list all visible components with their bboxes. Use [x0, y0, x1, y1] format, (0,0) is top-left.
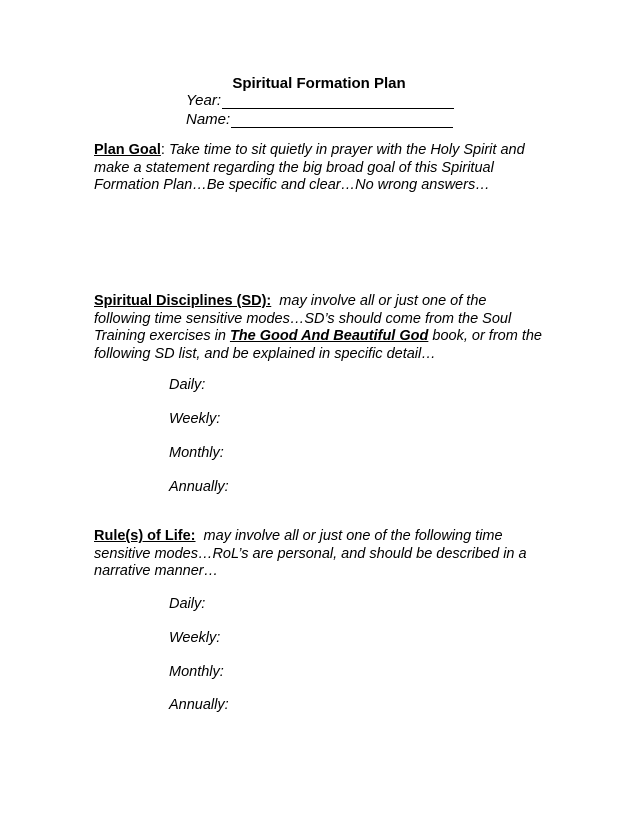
sd-daily-label: Daily:: [169, 377, 206, 393]
spiritual-disciplines-body-start: may involve all or just one of the following time sensitive modes…SD’s should come from the Soul Training exercises in: [94, 293, 516, 344]
spiritual-disciplines-section: [94, 293, 544, 363]
sd-monthly-label: Monthly:: [169, 445, 224, 461]
name-label: Name:: [186, 111, 231, 128]
plan-goal-section: [94, 142, 544, 195]
rol-daily-label: Daily:: [169, 596, 206, 612]
sd-annually-label: Annually:: [169, 479, 229, 495]
rules-of-life-section: [94, 528, 544, 581]
book-title: The Good And Beautiful God: [229, 328, 429, 344]
rol-monthly-label: Monthly:: [169, 664, 224, 680]
plan-goal-heading: Plan Goal: [94, 142, 161, 158]
rules-of-life-body: may involve all or just one of the following time sensitive modes…RoL’s are personal, and should be described in a narrative manner…: [94, 528, 531, 579]
rules-of-life-heading: Rule(s) of Life:: [94, 528, 196, 544]
spiritual-disciplines-heading: Spiritual Disciplines (SD):: [94, 293, 272, 309]
plan-goal-body: Take time to sit quietly in prayer with the Holy Spirit and make a statement regarding the big broad goal of this Spiritual Formation Plan…Be specific and clear…No wrong answers…: [94, 142, 525, 193]
name-blank-line: [231, 113, 453, 128]
year-blank-line: [222, 94, 454, 109]
plan-goal-colon: :: [160, 142, 165, 158]
year-label: Year:: [186, 92, 222, 109]
spiritual-disciplines-body-end: book, or from the following SD list, and be explained in specific detail…: [94, 328, 542, 362]
sd-weekly-label: Weekly:: [169, 411, 221, 427]
document-title-text: Spiritual Formation Plan: [232, 75, 406, 92]
rol-weekly-label: Weekly:: [169, 630, 221, 646]
year-field: [186, 89, 454, 109]
rol-annually-label: Annually:: [169, 697, 229, 713]
name-field: [186, 108, 453, 128]
